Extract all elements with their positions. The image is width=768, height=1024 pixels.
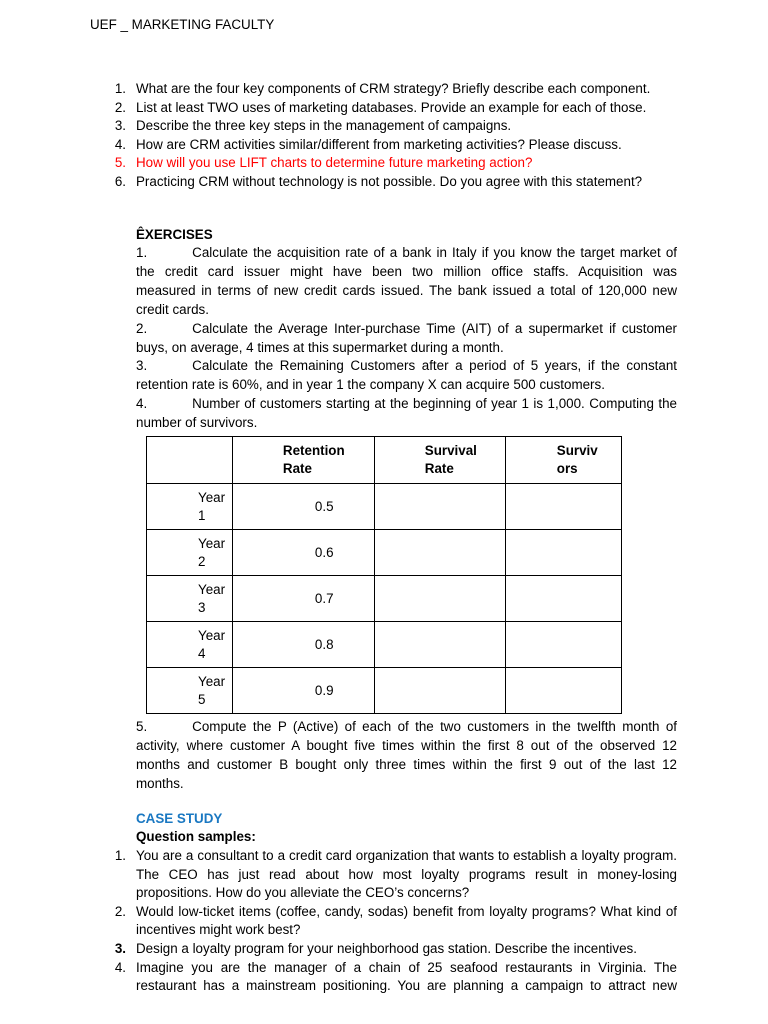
item-number: 2. [114,903,126,919]
survival-rate-cell [374,668,505,714]
survival-rate-cell [374,576,505,622]
list-item [104,80,684,99]
year-label: Year [198,673,226,689]
year-cell [147,576,233,622]
exercise-line: Calculate the acquisition rate of a bank in Italy if you know the target market of [192,245,677,260]
exercise-line: months and customer B bought only three times within the first 9 out of the last 12 [136,756,677,772]
exercise-line: Calculate the Remaining Customers after a period of 5 years, if the constant [192,358,677,373]
item-number: 3. [114,940,126,956]
exercise-3 [136,357,677,395]
question-text: List at least TWO uses of marketing databases. Provide an example for each of those. [136,99,647,115]
question-samples-title: Question samples: [136,829,256,844]
exercise-line: months. [136,775,184,791]
year-label: Year [198,627,226,643]
exercise-number: 5. [136,719,148,734]
exercise-line: number of survivors. [136,414,258,430]
header-cell-retention-rate [232,437,374,484]
page-header: UEF _ MARKETING FACULTY [90,17,275,32]
survivors-cell [505,668,621,714]
header-text: Survival [424,443,477,458]
year-cell [147,668,233,714]
survivors-cell [505,622,621,668]
list-item [104,136,684,155]
question-text: What are the four key components of CRM strategy? Briefly describe each component. [136,81,651,96]
survivors-cell [505,484,621,530]
header-text: Retention [282,443,345,458]
retention-cell: 0.8 [232,622,374,668]
table-row [147,530,622,576]
exercises-title: ÊXERCISES [136,227,213,242]
retention-cell: 0.7 [232,576,374,622]
survival-rate-cell [374,484,505,530]
table-row [147,576,622,622]
item-number: 1. [114,81,126,96]
exercise-line: retention rate is 60%, and in year 1 the company X can acquire 500 customers. [136,376,605,392]
exercise-5 [136,718,677,794]
retention-cell: 0.9 [232,668,374,714]
exercise-line: activity, where customer A bought five times within the first 8 out of the observed 12 [136,737,677,753]
exercise-line: measured in terms of new credit cards issued. The bank issued a total of 120,000 new [136,282,677,298]
question-text: How will you use LIFT charts to determine future marketing action? [136,155,533,171]
year-cell [147,622,233,668]
item-number: 2. [114,99,126,115]
table-row [147,622,622,668]
question-text: Practicing CRM without technology is not possible. Do you agree with this statement? [136,173,643,189]
header-text: Rate [424,461,454,476]
survivors-table [146,436,622,714]
exercise-number: 2. [136,321,148,336]
header-cell-survival-rate [374,437,505,484]
question-text: Describe the three key steps in the management of campaigns. [136,118,512,134]
year-label: Year [198,489,226,505]
table-header-row [147,437,622,484]
review-questions-list [104,80,684,192]
case-question-text: Would low-ticket items (coffee, candy, sodas) benefit from loyalty programs? What kind of incentives might work best? [136,903,677,938]
retention-cell: 0.6 [232,530,374,576]
list-item-highlighted [104,154,684,173]
year-label: Year [198,535,226,551]
list-item [104,903,677,940]
case-study-title: CASE STUDY [136,811,223,826]
list-item [104,940,677,959]
exercise-line: the credit card issuer might have been two million office staffs. Acquisition was [136,263,677,279]
exercise-number: 3. [136,358,148,373]
header-text: Surviv [556,443,598,458]
survival-rate-cell [374,622,505,668]
year-label: Year [198,581,226,597]
list-item [104,173,684,192]
table-row [147,668,622,714]
item-number: 1. [114,848,126,863]
case-question-text: You are a consultant to a credit card organization that wants to establish a loyalty program. The CEO has just read about how most loyalty programs result in money-losing propositions. How do you alleviate the CEO’s concerns? [136,848,677,901]
exercise-line: Number of customers starting at the beginning of year 1 is 1,000. Computing the [192,396,677,411]
year-number: 4 [198,645,206,661]
case-question-text: Imagine you are the manager of a chain of 25 seafood restaurants in Virginia. The restaurant has a mainstream positioning. You are planning a campaign to attract new [136,959,677,994]
question-text: How are CRM activities similar/different from marketing activities? Please discuss. [136,136,622,152]
case-study-list [104,847,677,996]
exercise-line: credit cards. [136,301,209,317]
list-item [104,847,677,903]
exercise-line: Compute the P (Active) of each of the two customers in the twelfth month of [192,719,677,734]
item-number: 4. [114,136,126,152]
header-cell-survivors [505,437,621,484]
list-item [104,959,677,996]
year-number: 3 [198,599,206,615]
list-item [104,99,684,118]
exercise-2 [136,320,677,358]
exercise-number: 4. [136,396,148,411]
exercise-line: buys, on average, 4 times at this supermarket during a month. [136,339,504,355]
item-number: 6. [114,173,126,189]
survival-rate-cell [374,530,505,576]
survivors-cell [505,576,621,622]
item-number: 5. [114,155,126,171]
exercise-line: Calculate the Average Inter-purchase Time (AIT) of a supermarket if customer [192,321,677,336]
retention-cell: 0.5 [232,484,374,530]
header-text: Rate [282,461,312,476]
year-number: 2 [198,553,206,569]
exercise-1 [136,244,677,320]
exercise-number: 1. [136,245,148,260]
year-cell [147,484,233,530]
header-cell-empty [147,437,233,484]
year-number: 5 [198,691,206,707]
item-number: 3. [114,118,126,134]
header-text: ors [556,461,578,476]
list-item [104,117,684,136]
item-number: 4. [114,959,126,975]
case-question-text: Design a loyalty program for your neighborhood gas station. Describe the incentives. [136,940,637,956]
exercise-4 [136,395,677,433]
survivors-cell [505,530,621,576]
table-row [147,484,622,530]
year-cell [147,530,233,576]
year-number: 1 [198,507,206,523]
